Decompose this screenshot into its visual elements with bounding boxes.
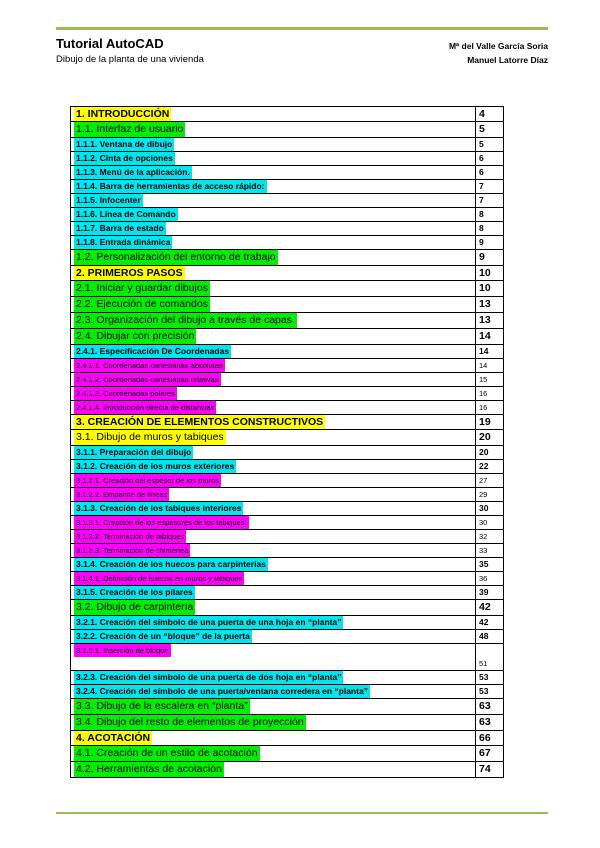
toc-title-cell bbox=[71, 460, 476, 474]
toc-entry-title: 1.1.6. Línea de Comando bbox=[76, 209, 176, 219]
toc-entry-title: 4.2. Herramientas de acotación bbox=[76, 763, 222, 775]
toc-row bbox=[71, 630, 504, 644]
footer-rule bbox=[56, 812, 548, 814]
toc-row bbox=[71, 586, 504, 600]
toc-row bbox=[71, 166, 504, 180]
toc-title-cell bbox=[71, 266, 476, 281]
toc-title-cell bbox=[71, 373, 476, 387]
toc-entry-title: 3.1.5. Creación de los pilares bbox=[76, 587, 193, 597]
toc-entry-title: 1.1.3. Menú de la aplicación. bbox=[76, 167, 190, 177]
toc-entry-title: 3.1.4. Creación de los huecos para carpinterías bbox=[76, 559, 266, 569]
toc-page-number: 10 bbox=[476, 266, 504, 281]
toc-row bbox=[71, 107, 504, 122]
toc-title-cell bbox=[71, 731, 476, 746]
toc-title-cell bbox=[71, 222, 476, 236]
toc-entry-title: 3.1.1. Preparación del dibujo bbox=[76, 447, 192, 457]
toc-title-cell bbox=[71, 430, 476, 446]
toc-page-number: 39 bbox=[476, 586, 504, 600]
toc-row bbox=[71, 600, 504, 616]
toc-page-number: 8 bbox=[476, 222, 504, 236]
toc-page-number: 48 bbox=[476, 630, 504, 644]
toc-title-cell bbox=[71, 446, 476, 460]
toc-page-number: 63 bbox=[476, 699, 504, 715]
toc-title-cell bbox=[71, 166, 476, 180]
toc-title-cell bbox=[71, 600, 476, 616]
toc-entry-title: 1.1.1. Ventana de dibujo bbox=[76, 139, 173, 149]
toc-row bbox=[71, 313, 504, 329]
toc-page-number: 36 bbox=[476, 572, 504, 586]
toc-page-number: 5 bbox=[476, 138, 504, 152]
toc-title-cell bbox=[71, 152, 476, 166]
toc-title-cell bbox=[71, 516, 476, 530]
toc-row bbox=[71, 297, 504, 313]
toc-entry-title: 3.1.3.3. Terminación de chimenea bbox=[76, 546, 189, 555]
toc-entry-title: 3.3. Dibujo de la escalera en “planta” bbox=[76, 700, 248, 712]
toc-row bbox=[71, 359, 504, 373]
toc-row bbox=[71, 446, 504, 460]
toc-page-number: 53 bbox=[476, 671, 504, 685]
toc-page-number: 16 bbox=[476, 387, 504, 401]
toc-entry-title: 4.1. Creación de un estilo de acotación bbox=[76, 747, 258, 759]
toc-entry-title: 3.1.2.1. Creación del espesor de los muros bbox=[76, 476, 219, 485]
toc-page-number: 20 bbox=[476, 446, 504, 460]
toc-page-number: 33 bbox=[476, 544, 504, 558]
toc-entry-title: 2.1. Iniciar y guardar dibujos bbox=[76, 282, 208, 294]
toc-title-cell bbox=[71, 746, 476, 762]
toc-row bbox=[71, 122, 504, 138]
toc-title-cell bbox=[71, 572, 476, 586]
toc-page-number: 19 bbox=[476, 415, 504, 430]
toc-entry-title: 2.3. Organización del dibujo a través de capas. bbox=[76, 314, 295, 326]
toc-page-number: 5 bbox=[476, 122, 504, 138]
toc-title-cell bbox=[71, 474, 476, 488]
document-header bbox=[56, 36, 204, 67]
toc-row bbox=[71, 345, 504, 359]
toc-entry-title: 3.2.3. Creación del símbolo de una puerta de dos hoja en “planta” bbox=[76, 672, 342, 682]
toc-title-cell bbox=[71, 236, 476, 250]
toc-page-number: 14 bbox=[476, 359, 504, 373]
toc-entry-title: 1.2. Personalización del entorno de trabajo bbox=[76, 251, 276, 263]
toc-title-cell bbox=[71, 122, 476, 138]
toc-page-number: 13 bbox=[476, 297, 504, 313]
toc-row bbox=[71, 222, 504, 236]
toc-entry-title: 2. PRIMEROS PASOS bbox=[76, 267, 183, 279]
toc-entry-title: 4. ACOTACIÓN bbox=[76, 732, 151, 744]
toc-page-number: 29 bbox=[476, 488, 504, 502]
toc-page-number: 67 bbox=[476, 746, 504, 762]
toc-page-number: 8 bbox=[476, 208, 504, 222]
toc-entry-title: 3.2.2.1. Inserción de bloque bbox=[76, 646, 169, 655]
toc-row bbox=[71, 530, 504, 544]
toc-row bbox=[71, 644, 504, 671]
toc-entry-title: 1.1.5. Infocenter bbox=[76, 195, 141, 205]
toc-row bbox=[71, 208, 504, 222]
toc-row bbox=[71, 488, 504, 502]
toc-title-cell bbox=[71, 699, 476, 715]
toc-entry-title: 3.2.4. Creación del símbolo de una puerta/ventana corredera en “planta” bbox=[76, 686, 368, 696]
toc-title-cell bbox=[71, 208, 476, 222]
toc-row bbox=[71, 194, 504, 208]
toc-row bbox=[71, 731, 504, 746]
toc-page-number: 7 bbox=[476, 194, 504, 208]
toc-title-cell bbox=[71, 138, 476, 152]
toc-page-number: 30 bbox=[476, 516, 504, 530]
toc-title-cell bbox=[71, 530, 476, 544]
toc-row bbox=[71, 474, 504, 488]
toc-entry-title: 1.1.4. Barra de herramientas de acceso rápido: bbox=[76, 181, 265, 191]
toc-page-number: 32 bbox=[476, 530, 504, 544]
toc-page-number: 16 bbox=[476, 401, 504, 415]
toc-entry-title: 3.2.1. Creación del símbolo de una puerta de una hoja en “planta” bbox=[76, 617, 342, 627]
author-name: Manuel Latorre Díaz bbox=[467, 55, 548, 65]
toc-title-cell bbox=[71, 313, 476, 329]
toc-title-cell bbox=[71, 180, 476, 194]
toc-title-cell bbox=[71, 415, 476, 430]
toc-page-number: 6 bbox=[476, 152, 504, 166]
toc-page-number: 63 bbox=[476, 715, 504, 731]
toc-row bbox=[71, 762, 504, 778]
toc-entry-title: 3.1.3.2. Terminación de tabiques bbox=[76, 532, 185, 541]
toc-title-cell bbox=[71, 401, 476, 415]
toc-page-number: 6 bbox=[476, 166, 504, 180]
toc-row bbox=[71, 281, 504, 297]
document-subtitle: Dibujo de la planta de una vivienda bbox=[56, 54, 204, 65]
toc-page-number: 42 bbox=[476, 616, 504, 630]
toc-page-number: 4 bbox=[476, 107, 504, 122]
toc-row bbox=[71, 616, 504, 630]
toc-title-cell bbox=[71, 544, 476, 558]
toc-row bbox=[71, 329, 504, 345]
toc-title-cell bbox=[71, 630, 476, 644]
toc-row bbox=[71, 415, 504, 430]
toc-entry-title: 3.1. Dibujo de muros y tabiques bbox=[76, 431, 224, 443]
toc-row bbox=[71, 502, 504, 516]
toc-page-number: 20 bbox=[476, 430, 504, 446]
toc-row bbox=[71, 671, 504, 685]
toc-title-cell bbox=[71, 644, 476, 671]
toc-entry-title: 1. INTRODUCCIÓN bbox=[76, 108, 170, 120]
toc-page-number: 66 bbox=[476, 731, 504, 746]
toc-entry-title: 2.4.1.2. Coordenadas cartesianas relativas bbox=[76, 375, 219, 384]
toc-row bbox=[71, 685, 504, 699]
toc-entry-title: 3.2.2. Creación de un “bloque” de la puerta bbox=[76, 631, 250, 641]
toc-title-cell bbox=[71, 281, 476, 297]
toc-title-cell bbox=[71, 762, 476, 778]
toc-page-number: 53 bbox=[476, 685, 504, 699]
toc-entry-title: 1.1.2. Cinta de opciones bbox=[76, 153, 173, 163]
toc-title-cell bbox=[71, 586, 476, 600]
toc-page-number: 7 bbox=[476, 180, 504, 194]
toc-row bbox=[71, 180, 504, 194]
toc-title-cell bbox=[71, 502, 476, 516]
author-name: Mª del Valle García Soria bbox=[448, 41, 548, 51]
toc-page-number: 13 bbox=[476, 313, 504, 329]
toc-entry-title: 2.4.1.1. Coordenadas cartesianas absolutas bbox=[76, 361, 223, 370]
toc-title-cell bbox=[71, 671, 476, 685]
toc-row bbox=[71, 572, 504, 586]
toc-row bbox=[71, 138, 504, 152]
authors-block bbox=[449, 39, 548, 67]
toc-title-cell bbox=[71, 616, 476, 630]
toc-page-number: 42 bbox=[476, 600, 504, 616]
toc-row bbox=[71, 387, 504, 401]
toc-entry-title: 3. CREACIÓN DE ELEMENTOS CONSTRUCTIVOS bbox=[76, 416, 324, 428]
toc-row bbox=[71, 699, 504, 715]
toc-row bbox=[71, 401, 504, 415]
toc-body bbox=[71, 107, 504, 778]
toc-page-number: 22 bbox=[476, 460, 504, 474]
toc-page-number: 10 bbox=[476, 281, 504, 297]
toc-entry-title: 1.1.8. Entrada dinámica bbox=[76, 237, 171, 247]
toc-entry-title: 3.1.2. Creación de los muros exteriores bbox=[76, 461, 235, 471]
header-rule bbox=[56, 27, 548, 30]
toc-entry-title: 2.4. Dibujar con precisión bbox=[76, 330, 195, 342]
toc-entry-title: 1.1. Interfaz de usuario bbox=[76, 123, 184, 135]
toc-entry-title: 3.1.4.1. Definición de huecos en muros y tabiques bbox=[76, 574, 243, 583]
toc-entry-title: 3.2. Dibujo de carpintería bbox=[76, 601, 194, 613]
toc-page-number: 74 bbox=[476, 762, 504, 778]
toc-page-number: 9 bbox=[476, 250, 504, 266]
toc-row bbox=[71, 715, 504, 731]
toc-row bbox=[71, 746, 504, 762]
toc-entry-title: 3.4. Dibujo del resto de elementos de proyección bbox=[76, 716, 304, 728]
toc-row bbox=[71, 558, 504, 572]
toc-entry-title: 2.4.1. Especificación De Coordenadas bbox=[76, 346, 230, 356]
toc-entry-title: 2.2. Ejecución de comandos bbox=[76, 298, 208, 310]
toc-title-cell bbox=[71, 558, 476, 572]
toc-title-cell bbox=[71, 488, 476, 502]
toc-title-cell bbox=[71, 387, 476, 401]
toc-row bbox=[71, 373, 504, 387]
toc-entry-title: 2.4.1.3. Coordenadas polares bbox=[76, 389, 175, 398]
document-title: Tutorial AutoCAD bbox=[56, 36, 164, 51]
table-of-contents bbox=[70, 106, 504, 778]
toc-page-number: 35 bbox=[476, 558, 504, 572]
toc-title-cell bbox=[71, 329, 476, 345]
toc-title-cell bbox=[71, 715, 476, 731]
toc-title-cell bbox=[71, 194, 476, 208]
toc-row bbox=[71, 430, 504, 446]
toc-page-number: 9 bbox=[476, 236, 504, 250]
toc-row bbox=[71, 460, 504, 474]
toc-page-number: 15 bbox=[476, 373, 504, 387]
toc-page-number: 14 bbox=[476, 329, 504, 345]
toc-title-cell bbox=[71, 297, 476, 313]
toc-entry-title: 2.4.1.4. Introducción directa de distancias bbox=[76, 403, 215, 412]
toc-entry-title: 3.1.2.2. Empalme de líneas bbox=[76, 490, 168, 499]
toc-row bbox=[71, 516, 504, 530]
toc-title-cell bbox=[71, 250, 476, 266]
toc-entry-title: 1.1.7. Barra de estado bbox=[76, 223, 164, 233]
toc-page-number: 30 bbox=[476, 502, 504, 516]
toc-entry-title: 3.1.3.1. Creación de los espesores de los tabiques. bbox=[76, 518, 247, 527]
toc-row bbox=[71, 250, 504, 266]
toc-row bbox=[71, 266, 504, 281]
toc-title-cell bbox=[71, 345, 476, 359]
toc-row bbox=[71, 152, 504, 166]
toc-page-number: 27 bbox=[476, 474, 504, 488]
toc-row bbox=[71, 544, 504, 558]
toc-page-number: 14 bbox=[476, 345, 504, 359]
toc-entry-title: 3.1.3. Creación de los tabiques interiores bbox=[76, 503, 242, 513]
toc-page-number: 51 bbox=[476, 644, 504, 671]
toc-title-cell bbox=[71, 359, 476, 373]
toc-title-cell bbox=[71, 107, 476, 122]
toc-row bbox=[71, 236, 504, 250]
toc-title-cell bbox=[71, 685, 476, 699]
